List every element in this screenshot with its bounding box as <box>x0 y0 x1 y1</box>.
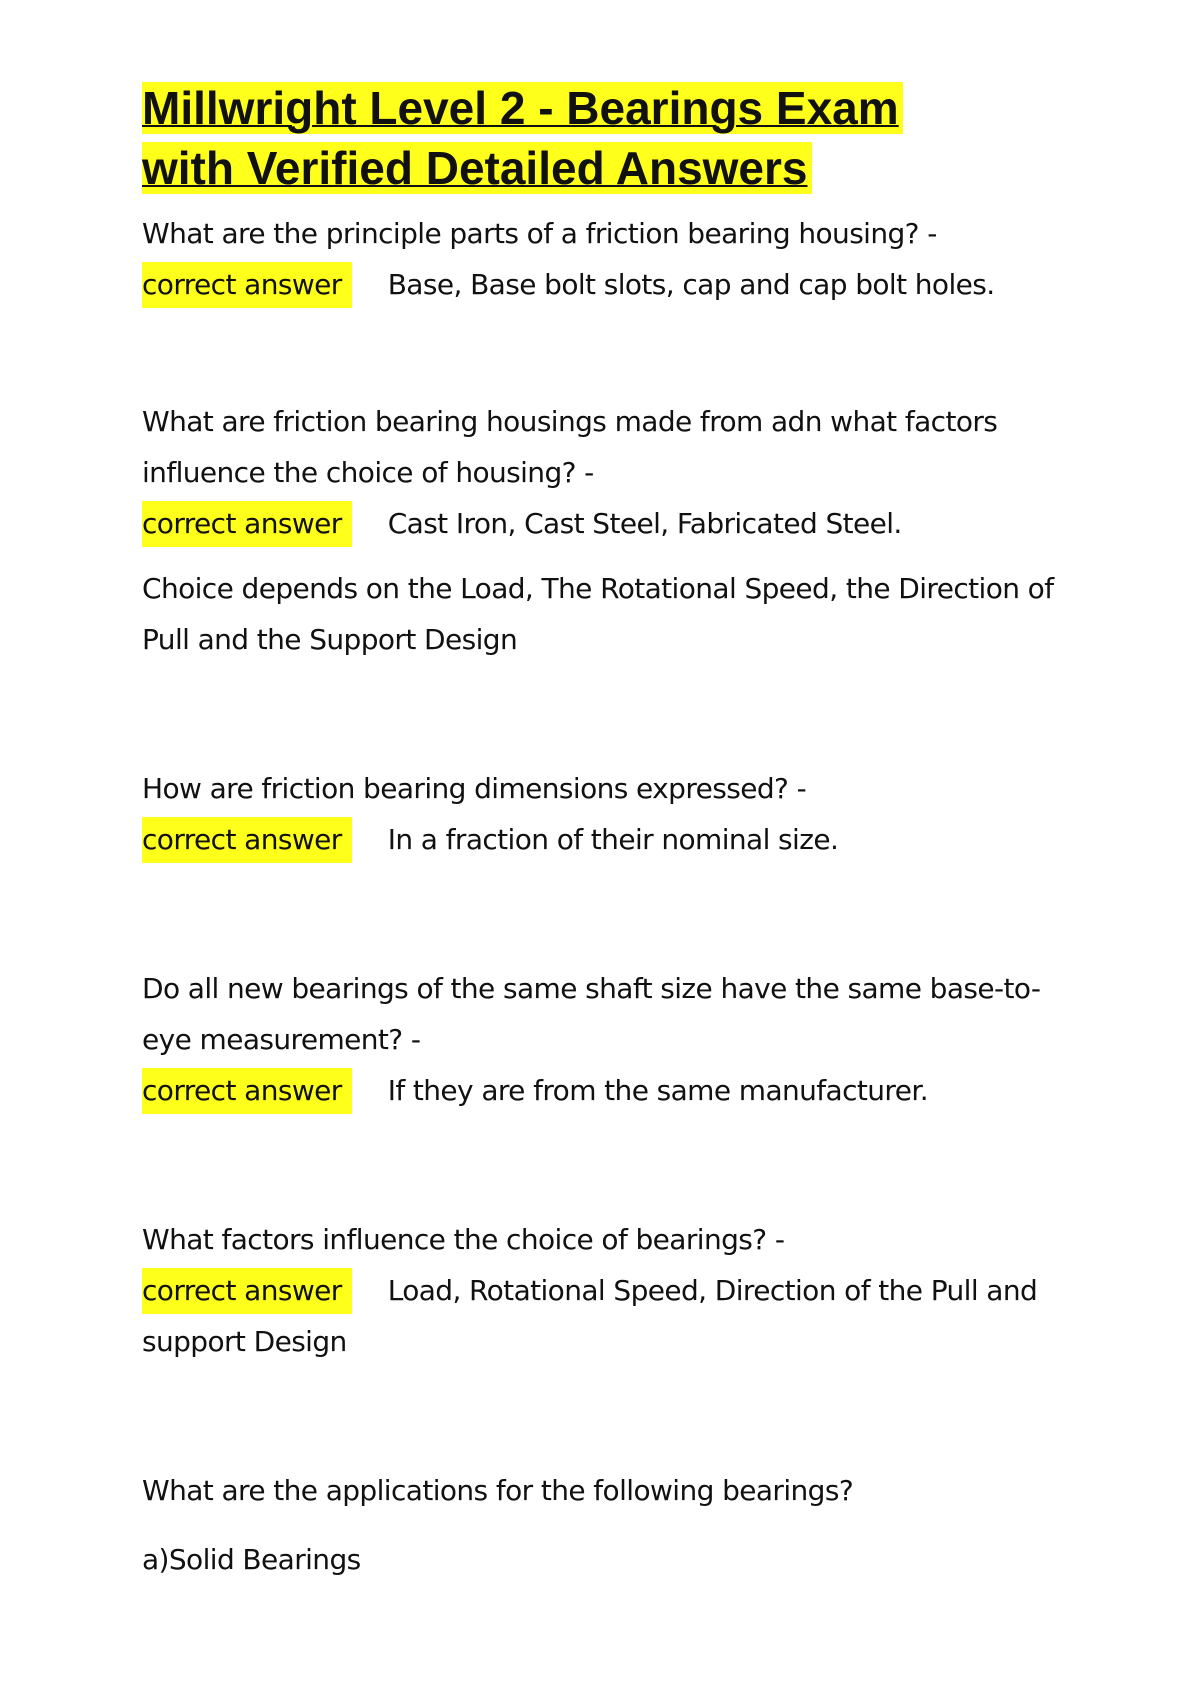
title-line-1: Millwright Level 2 - Bearings Exam <box>142 82 903 134</box>
question-text: What are the applications for the following bearings? <box>142 1474 854 1507</box>
question-text: What are the principle parts of a friction bearing housing? - <box>142 217 937 250</box>
answer-line <box>142 1065 1082 1116</box>
correct-answer-label: correct answer <box>142 1068 352 1114</box>
correct-answer-label: correct answer <box>142 817 352 863</box>
document-title <box>142 78 1082 198</box>
answer-text: In a fraction of their nominal size. <box>387 823 839 856</box>
answer-line <box>142 259 1082 310</box>
answer-line <box>142 814 1082 865</box>
answer-text: Load, Rotational Speed, Direction of the Pull and support Design <box>142 1274 1038 1358</box>
title-line-2: with Verified Detailed Answers <box>142 142 812 194</box>
qa-item-6 <box>142 1465 1082 1585</box>
qa-item-4 <box>142 963 1082 1116</box>
question-text: What are friction bearing housings made from adn what factors influence the choice of housing? - <box>142 405 998 489</box>
qa-item-1 <box>142 208 1082 310</box>
answer-line <box>142 1265 1082 1367</box>
qa-item-5 <box>142 1214 1082 1367</box>
question-text: What factors influence the choice of bearings? - <box>142 1223 785 1256</box>
answer-extra-text: Choice depends on the Load, The Rotational Speed, the Direction of Pull and the Support Design <box>142 572 1054 656</box>
qa-item-3 <box>142 763 1082 865</box>
question-text: Do all new bearings of the same shaft size have the same base-to-eye measurement? - <box>142 972 1041 1056</box>
answer-line <box>142 498 1082 549</box>
answer-text: Cast Iron, Cast Steel, Fabricated Steel. <box>387 507 902 540</box>
answer-text: If they are from the same manufacturer. <box>387 1074 928 1107</box>
sub-item-text: a)Solid Bearings <box>142 1543 361 1576</box>
answer-text: Base, Base bolt slots, cap and cap bolt holes. <box>387 268 995 301</box>
document-page <box>142 78 1082 1585</box>
question-text: How are friction bearing dimensions expressed? - <box>142 772 807 805</box>
qa-item-2 <box>142 396 1082 665</box>
correct-answer-label: correct answer <box>142 262 352 308</box>
correct-answer-label: correct answer <box>142 1268 352 1314</box>
correct-answer-label: correct answer <box>142 501 352 547</box>
